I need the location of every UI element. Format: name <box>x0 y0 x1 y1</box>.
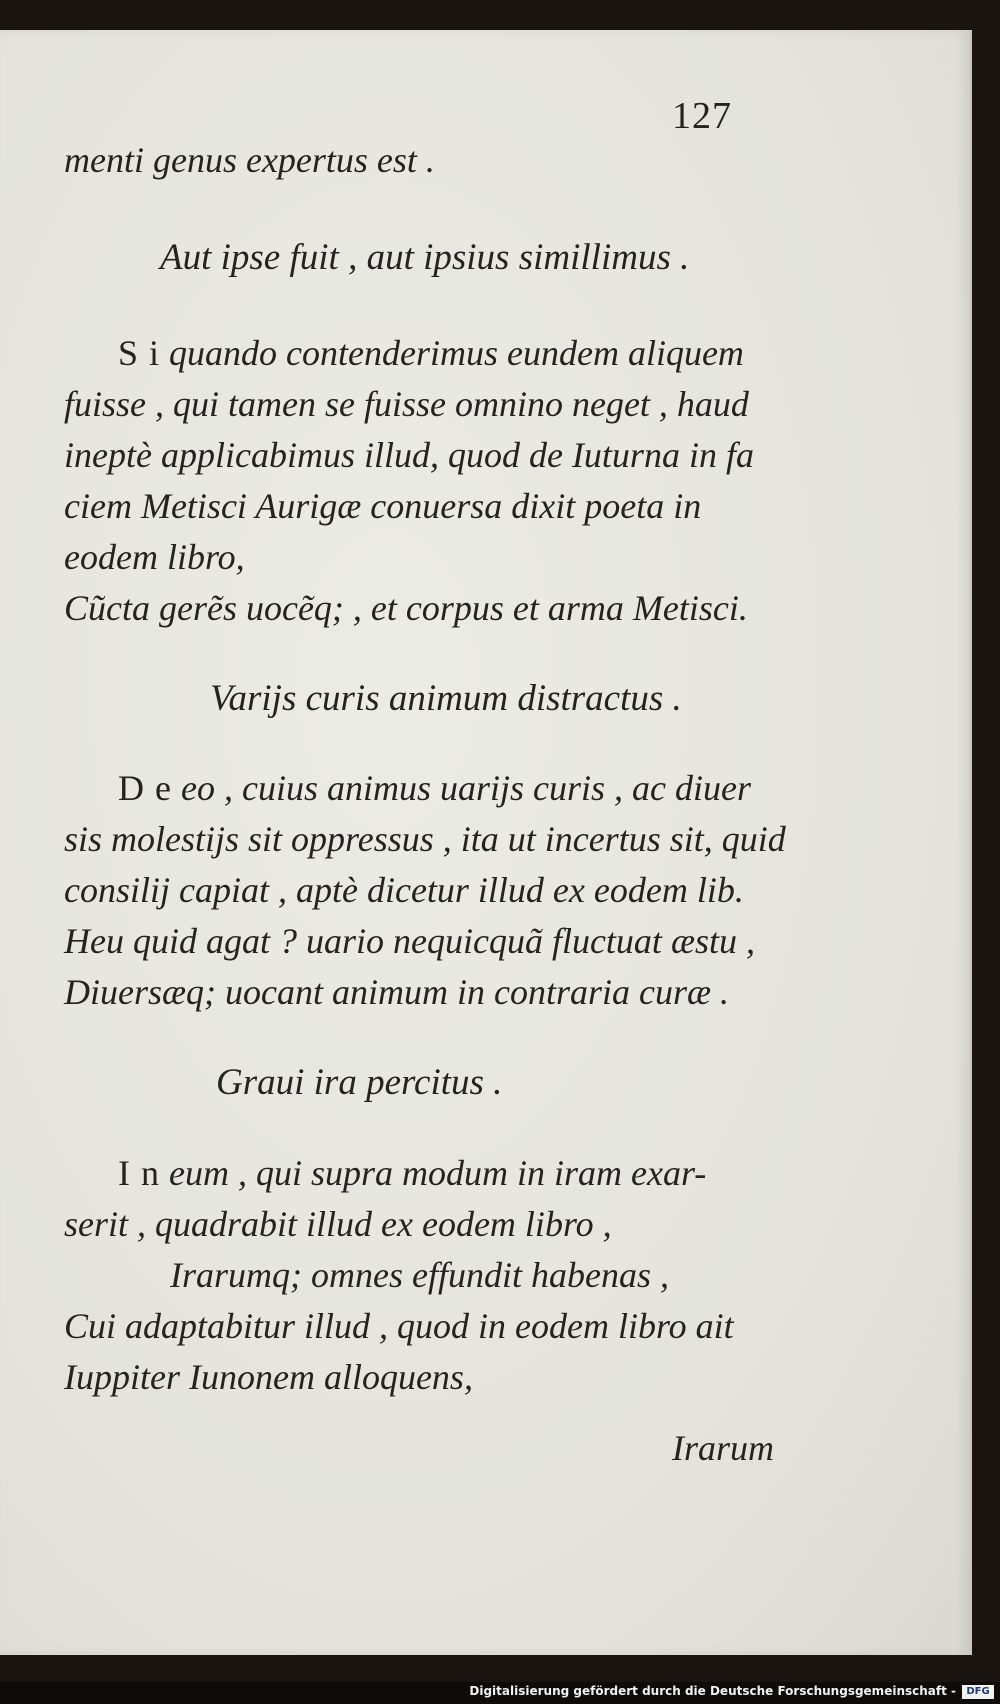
initial-letters: I n <box>118 1153 160 1193</box>
text-line: Cui adaptabitur illud , quod in eodem libro ait <box>64 1306 734 1346</box>
section-heading: Graui ira percitus . <box>216 1062 503 1103</box>
page-number: 127 <box>672 95 732 137</box>
section-heading: Varijs curis animum distractus . <box>210 678 682 719</box>
verse-line: Heu quid agat ? uario nequicquã fluctuat æstu , <box>64 921 755 961</box>
text-line: menti genus expertus est . <box>64 140 435 180</box>
text-line: Iuppiter Iunonem alloquens, <box>64 1357 473 1397</box>
text-line: fuisse , qui tamen se fuisse omnino neget , haud <box>64 384 749 424</box>
text-line: ineptè applicabimus illud, quod de Iuturna in fa <box>64 435 754 475</box>
catchword: Irarum <box>672 1428 775 1468</box>
text-line: eodem libro, <box>64 537 245 577</box>
text-line: D e eo , cuius animus uarijs curis , ac diuer <box>118 768 751 808</box>
text-line: I n eum , qui supra modum in iram exar- <box>118 1153 707 1193</box>
verse-line: Irarumq; omnes effundit habenas , <box>170 1255 669 1295</box>
initial-letters: D e <box>118 768 172 808</box>
verse-line: Cũcta gerẽs uocẽq; , et corpus et arma Metisci. <box>64 588 748 628</box>
initial-letters: S i <box>118 333 161 373</box>
text-line: ciem Metisci Aurigæ conuersa dixit poeta in <box>64 486 702 526</box>
verse-line: Diuersæq; uocant animum in contraria curæ . <box>64 972 729 1012</box>
funding-notice: Digitalisierung gefördert durch die Deutsche Forschungsgemeinschaft - <box>469 1684 956 1698</box>
text-line: sis molestijs sit oppressus , ita ut incertus sit, quid <box>64 819 786 859</box>
dfg-logo: DFG <box>962 1685 994 1699</box>
text-line: S i quando contenderimus eundem aliquem <box>118 333 744 373</box>
text-line: serit , quadrabit illud ex eodem libro , <box>64 1204 612 1244</box>
text-line: consilij capiat , aptè dicetur illud ex eodem lib. <box>64 870 744 910</box>
section-heading: Aut ipse fuit , aut ipsius simillimus . <box>160 237 690 278</box>
